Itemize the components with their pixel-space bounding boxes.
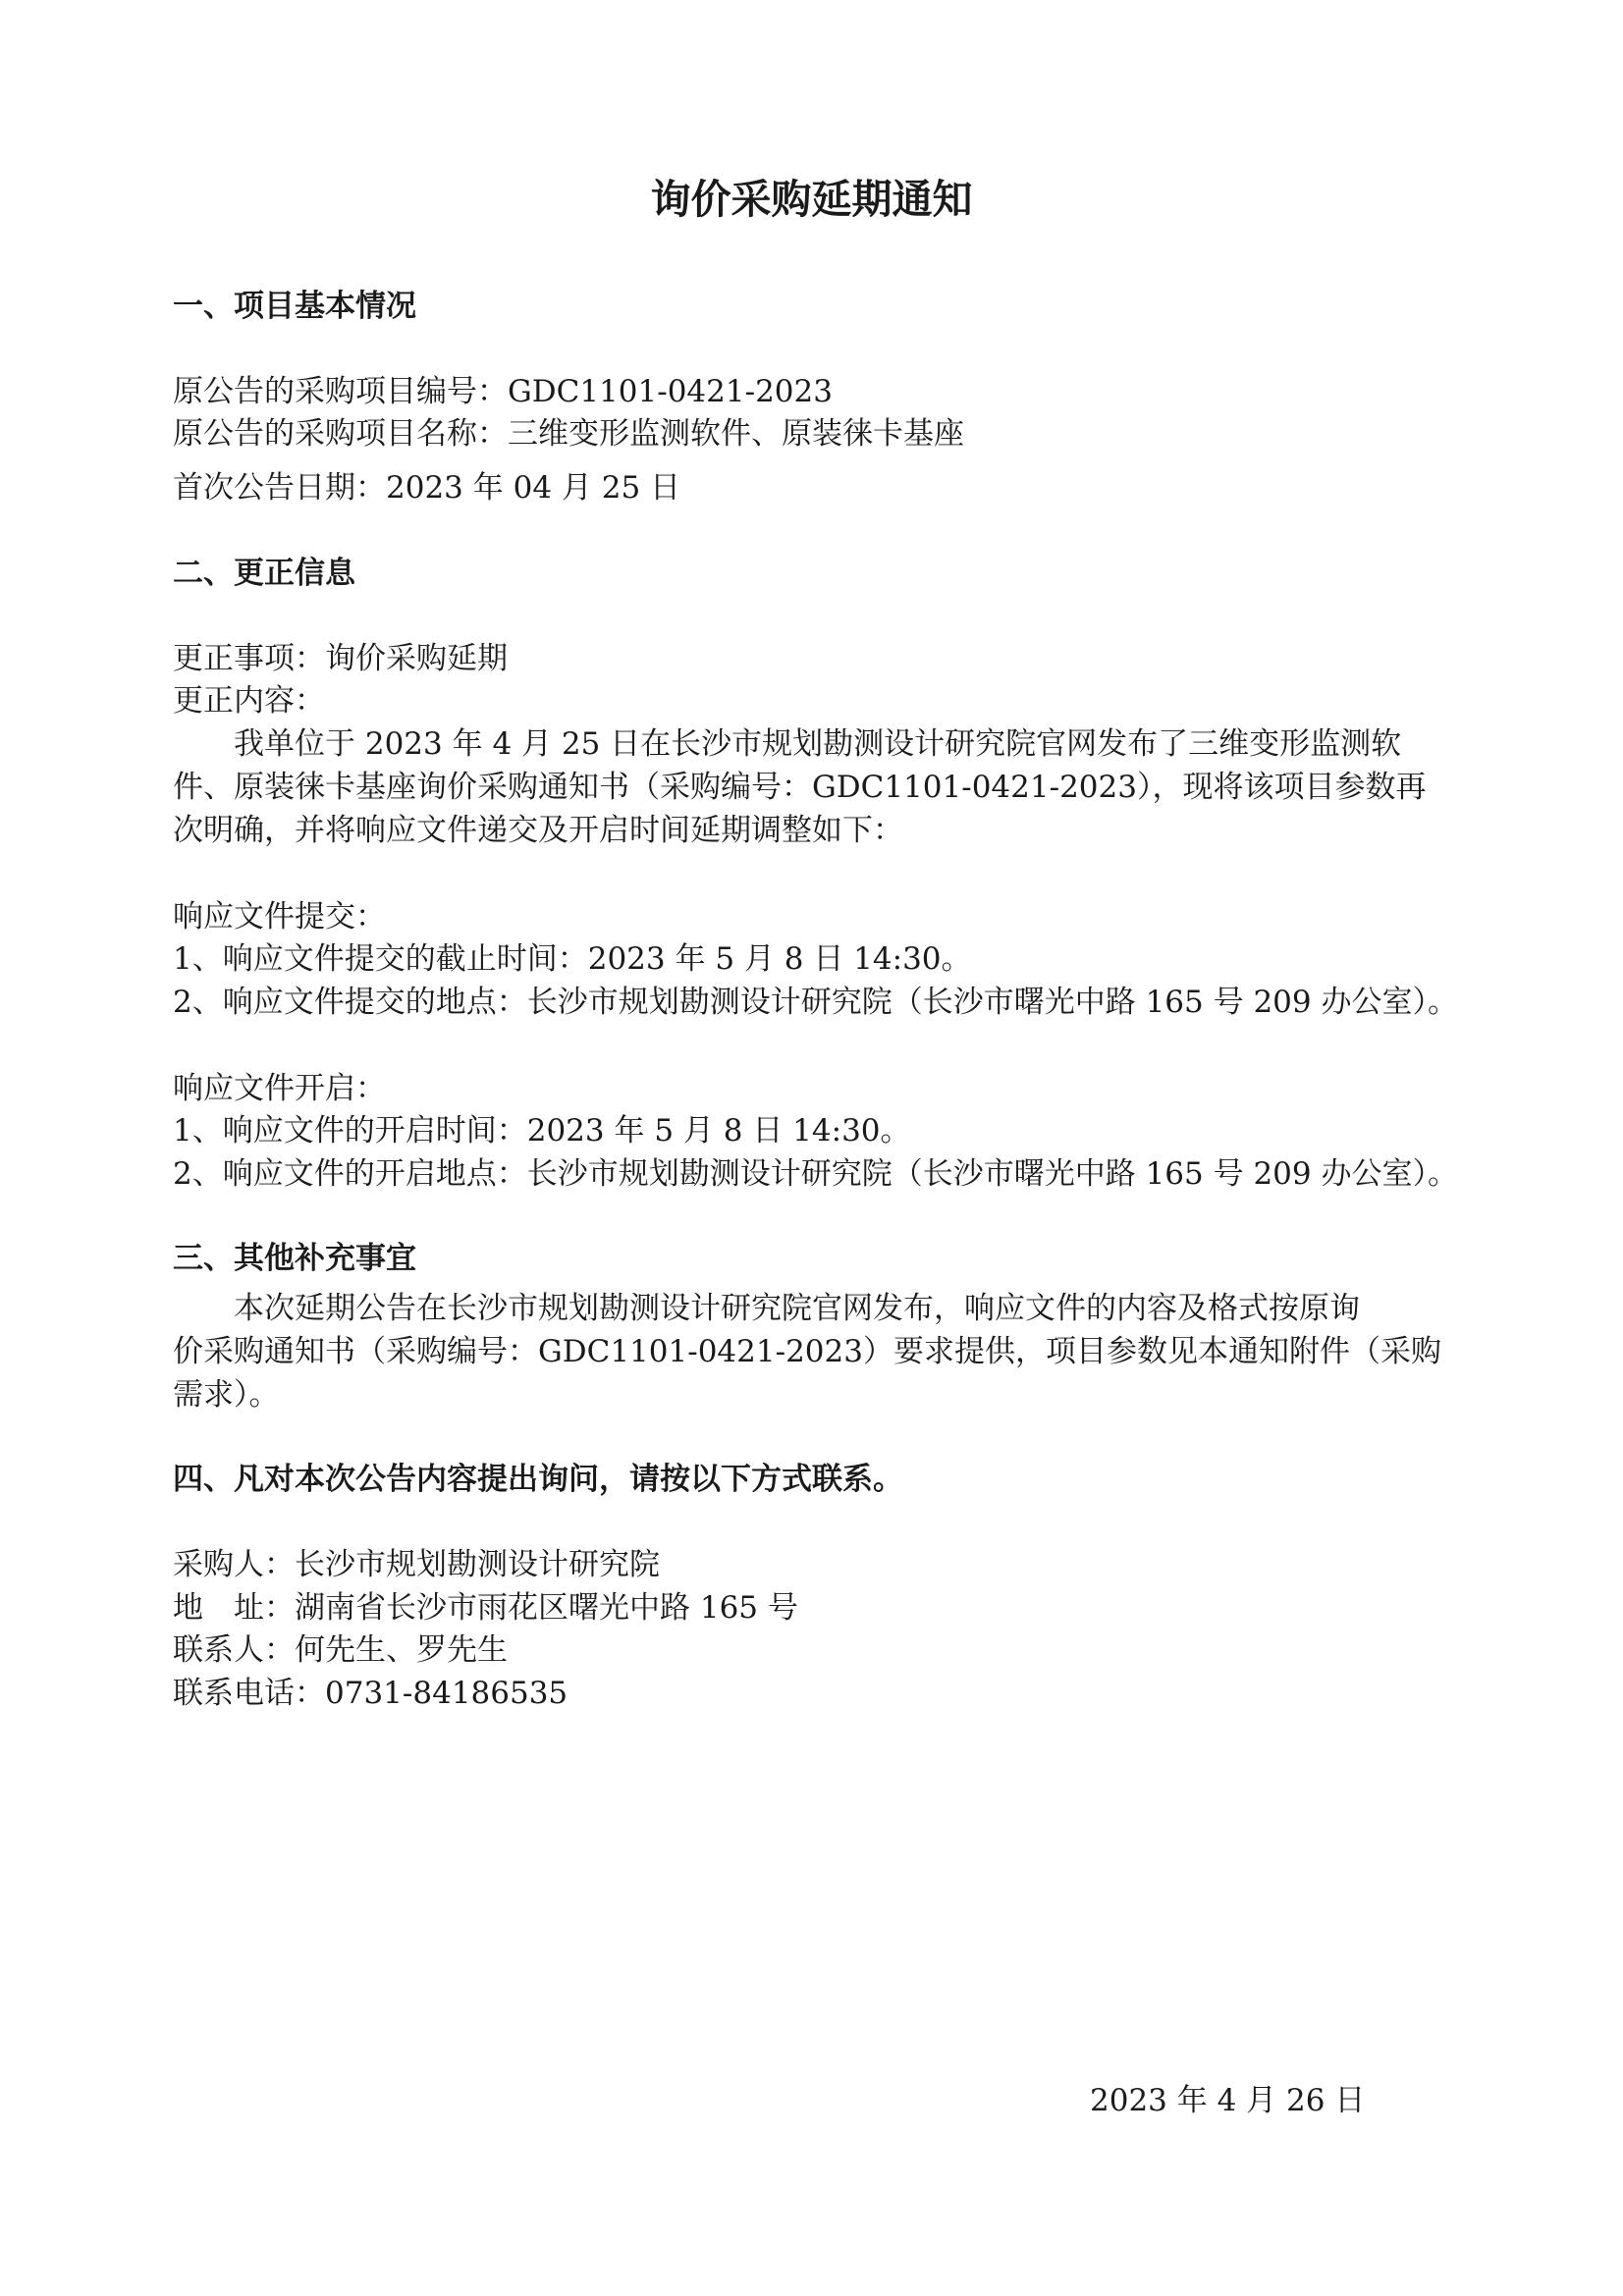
supplement-paragraph-line: 本次延期公告在长沙市规划勘测设计研究院官网发布，响应文件的内容及格式按原询	[234, 1291, 1360, 1326]
correction-paragraph-line: 我单位于 2023 年 4 月 25 日在长沙市规划勘测设计研究院官网发布了三维变形监测软	[234, 726, 1402, 762]
section3-heading: 三、其他补充事宜	[173, 1241, 416, 1276]
contact-phone: 联系电话：0731-84186535	[173, 1676, 568, 1711]
document-title: 询价采购延期通知	[650, 176, 973, 223]
correction-paragraph-line: 次明确，并将响应文件递交及开启时间延期调整如下：	[173, 813, 903, 848]
submit-deadline: 1、响应文件提交的截止时间：2023 年 5 月 8 日 14:30。	[173, 941, 972, 977]
project-name: 原公告的采购项目名称：三维变形监测软件、原装徕卡基座	[173, 416, 964, 452]
correction-item: 更正事项：询价采购延期	[173, 641, 508, 676]
open-time: 1、响应文件的开启时间：2023 年 5 月 8 日 14:30。	[173, 1113, 911, 1148]
document-date: 2023 年 4 月 26 日	[1090, 2083, 1366, 2118]
correction-content-label: 更正内容：	[173, 683, 325, 719]
address: 地 址：湖南省长沙市雨花区曙光中路 165 号	[173, 1590, 798, 1626]
supplement-paragraph-line: 需求）。	[173, 1377, 280, 1413]
section1-heading: 一、项目基本情况	[173, 289, 416, 324]
open-location: 2、响应文件的开启地点：长沙市规划勘测设计研究院（长沙市曙光中路 165 号 209 办公室）。	[173, 1156, 1458, 1192]
project-number: 原公告的采购项目编号：GDC1101-0421-2023	[173, 374, 833, 409]
first-announcement-date: 首次公告日期：2023 年 04 月 25 日	[173, 470, 681, 506]
submit-location: 2、响应文件提交的地点：长沙市规划勘测设计研究院（长沙市曙光中路 165 号 209 办公室）。	[173, 985, 1458, 1020]
section4-heading: 四、凡对本次公告内容提出询问，请按以下方式联系。	[173, 1462, 903, 1497]
correction-paragraph-line: 件、原装徕卡基座询价采购通知书（采购编号：GDC1101-0421-2023），现将该项目参数再	[173, 770, 1427, 805]
open-label: 响应文件开启：	[173, 1071, 386, 1106]
buyer: 采购人：长沙市规划勘测设计研究院	[173, 1547, 660, 1582]
contact-person: 联系人：何先生、罗先生	[173, 1632, 508, 1668]
submit-label: 响应文件提交：	[173, 899, 386, 934]
supplement-paragraph-line: 价采购通知书（采购编号：GDC1101-0421-2023）要求提供，项目参数见本通知附件（采购	[173, 1334, 1441, 1369]
section2-heading: 二、更正信息	[173, 556, 355, 591]
